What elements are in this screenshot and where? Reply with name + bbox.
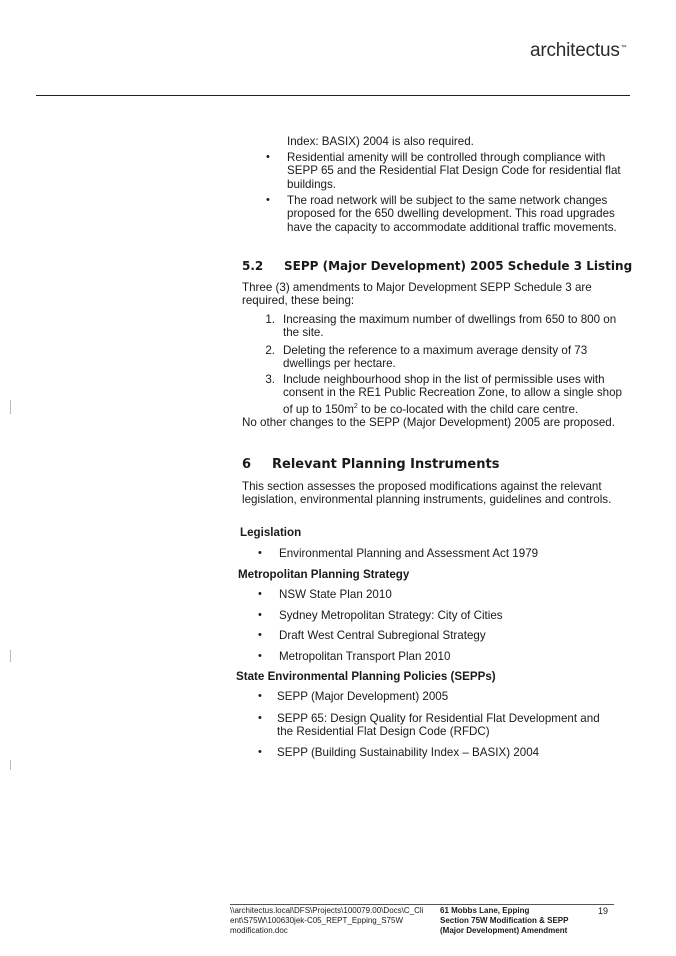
architectus-logo: architectus™ — [530, 40, 627, 61]
section-5-2-intro — [242, 281, 592, 308]
text-line: Deleting the reference to a maximum average density of 73 — [283, 344, 588, 357]
text-line: ent\S75W\100630jek-C05_REPT_Epping_S75W — [230, 916, 403, 925]
bullet-dot: • — [258, 588, 262, 600]
list-item-text: Draft West Central Subregional Strategy — [279, 629, 486, 642]
text-line: 61 Mobbs Lane, Epping — [440, 906, 530, 915]
section-5-2-closing: No other changes to the SEPP (Major Development) 2005 are proposed. — [242, 416, 615, 429]
bullet-dot: • — [258, 629, 262, 641]
text-line: Section 75W Modification & SEPP — [440, 916, 569, 925]
text-line: dwellings per hectare. — [283, 357, 396, 371]
text-line: the Residential Flat Design Code (RFDC) — [277, 725, 490, 739]
item-number: 1. — [265, 313, 275, 326]
section-6-intro — [242, 480, 611, 507]
text-line: have the capacity to accommodate additional traffic movements. — [287, 220, 617, 234]
metropolitan-heading: Metropolitan Planning Strategy — [238, 568, 410, 581]
page-number: 19 — [598, 906, 609, 916]
text-line: of up to $150m^2$ to be co-located with the child care centre. — [283, 402, 579, 416]
list-item-text: SEPP (Major Development) 2005 — [277, 690, 449, 703]
text-line: SEPP 65 and the Residential Flat Design Code for residential flat — [287, 164, 621, 178]
legislation-heading: Legislation — [240, 526, 302, 539]
footer-rule — [230, 904, 614, 905]
list-item-text: NSW State Plan 2010 — [279, 588, 392, 601]
text-line: Increasing the maximum number of dwellings from 650 to 800 on — [283, 313, 617, 326]
text-line: (Major Development) Amendment — [440, 926, 568, 935]
text-line: the site. — [283, 326, 324, 340]
text-line: modification.doc — [230, 926, 288, 935]
footer-document-title — [440, 906, 568, 936]
list-item-text: SEPP (Building Sustainability Index – BASIX) 2004 — [277, 746, 540, 759]
section-6-title: Relevant Planning Instruments — [272, 457, 500, 472]
text-line: This section assesses the proposed modifications against the relevant — [242, 480, 602, 493]
scan-mark — [10, 760, 11, 770]
list-item-text: Environmental Planning and Assessment Act 1979 — [279, 547, 539, 560]
bullet-dot: • — [258, 712, 262, 724]
item-number: 2. — [265, 344, 275, 357]
text-line: proposed for the 650 dwelling development. This road upgrades — [287, 207, 615, 221]
bullet-dot: • — [266, 151, 270, 163]
bullet-dot: • — [258, 746, 262, 758]
bullet-dot: • — [258, 650, 262, 662]
text-line: Three (3) amendments to Major Development SEPP Schedule 3 are — [242, 281, 592, 294]
section-5-2-title: SEPP (Major Development) 2005 Schedule 3 Listing — [284, 259, 633, 273]
section-6-number: 6 — [242, 457, 252, 472]
bullet-dot: • — [258, 547, 262, 559]
item-number: 3. — [265, 373, 275, 386]
text-line: The road network will be subject to the same network changes — [287, 194, 608, 207]
text-line: required, these being: — [242, 294, 355, 308]
scan-mark — [10, 650, 11, 662]
scan-mark — [10, 400, 11, 414]
text-line: Include neighbourhood shop in the list of permissible uses with — [283, 373, 605, 386]
sepps-heading: State Environmental Planning Policies (SEPPs) — [236, 670, 496, 683]
section-5-2-number: 5.2 — [242, 259, 264, 273]
text-line: \\architectus.local\DFS\Projects\100079.00\Docs\C_Cli — [230, 906, 424, 915]
bullet-dot: • — [266, 194, 270, 206]
text-line: SEPP 65: Design Quality for Residential Flat Development and — [277, 712, 600, 725]
text-line: consent in the RE1 Public Recreation Zone, to allow a single shop — [283, 386, 622, 400]
text-line: buildings. — [287, 177, 336, 191]
bullet-dot: • — [258, 690, 262, 702]
bullet-dot: • — [258, 609, 262, 621]
text-line: legislation, environmental planning instruments, guidelines and controls. — [242, 493, 612, 507]
bullet-continuation: Index: BASIX) 2004 is also required. — [287, 135, 474, 148]
list-item-text: Sydney Metropolitan Strategy: City of Cities — [279, 609, 503, 622]
list-item-text: Metropolitan Transport Plan 2010 — [279, 650, 451, 663]
text-line: Residential amenity will be controlled through compliance with — [287, 151, 606, 164]
footer-file-path — [230, 906, 423, 936]
